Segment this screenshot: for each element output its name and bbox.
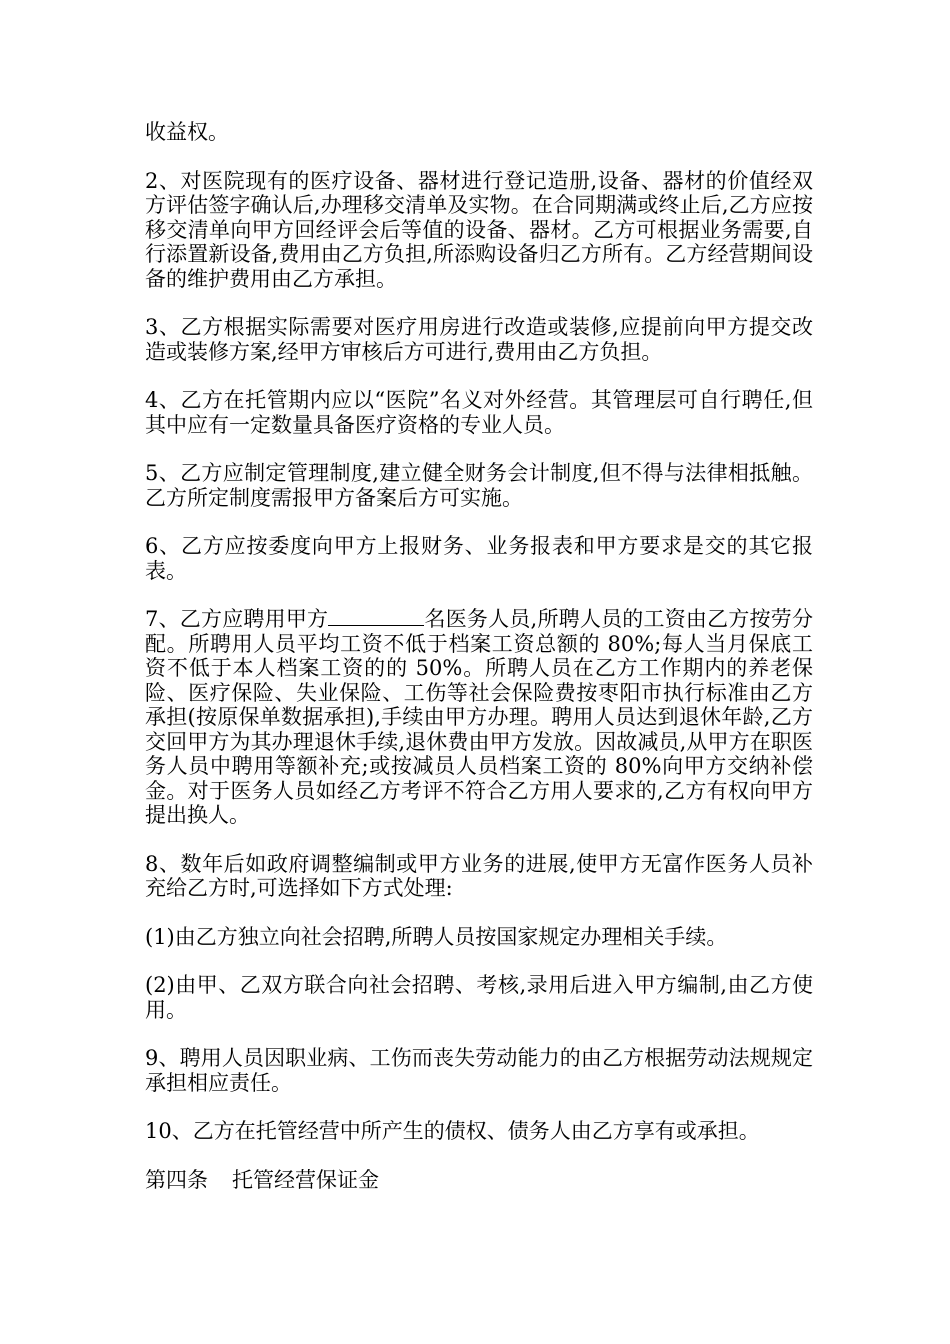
paragraph-9-occupational-injury: 9、聘用人员因职业病、工伤而丧失劳动能力的由乙方根据劳动法规规定承担相应责任。 [145,1046,813,1095]
paragraph-7-rest: 名医务人员,所聘人员的工资由乙方按劳分配。所聘用人员平均工资不低于档案工资总额的 80%;每人当月保底工资不低于本人档案工资的的 50%。所聘人员在乙方工作期内的养老保险、医疗保险、失业保险、工伤等社会保险费按枣阳市执行标准由乙方承担(按原保单数据承担),手续由甲方办理。聘用人员达到退休年龄,乙方交回甲方为其办理退休手续,退休费由甲方发放。因故减员,从甲方在职医务人员中聘用等额补充;或按减员人员档案工资的 80%向甲方交纳补偿金。对于医务人员如经乙方考评不符合乙方用人要求的,乙方有权向甲方提出换人。 [145,607,813,827]
section-heading-article-4 [145,1168,813,1193]
paragraph-8-option-1: (1)由乙方独立向社会招聘,所聘人员按国家规定办理相关手续。 [145,924,728,949]
paragraph-8-staffing-adjustment: 8、数年后如政府调整编制或甲方业务的进展,使甲方无富作医务人员补充给乙方时,可选择如下方式处理: [145,851,813,900]
fill-in-blank [328,607,424,626]
paragraph-revenue-right: 收益权。 [145,120,229,144]
paragraph-4-operation-name: 4、乙方在托管期内应以“医院”名义对外经营。其管理层可自行聘任,但其中应有一定数量具备医疗资格的专业人员。 [145,388,813,437]
paragraph-2-equipment: 2、对医院现有的医疗设备、器材进行登记造册,设备、器材的价值经双方评估签字确认后,办理移交清单及实物。在合同期满或终止后,乙方应按移交清单向甲方回经评会后等值的设备、器材。乙方可根据业务需要,自行添置新设备,费用由乙方负担,所添购设备归乙方所有。乙方经营期间设备的维护费用由乙方承担。 [145,168,813,291]
paragraph-3-renovation: 3、乙方根据实际需要对医疗用房进行改造或装修,应提前向甲方提交改造或装修方案,经甲方审核后方可进行,费用由乙方负担。 [145,315,813,364]
article-title: 托管经营保证金 [232,1167,379,1192]
paragraph-7-staff [145,607,813,828]
article-number: 第四条 [145,1167,208,1192]
document-page [145,120,813,1216]
paragraph-6-reports: 6、乙方应按委度向甲方上报财务、业务报表和甲方要求是交的其它报表。 [145,534,813,583]
paragraph-7-lead: 7、乙方应聘用甲方 [145,607,329,631]
paragraph-5-management-system: 5、乙方应制定管理制度,建立健全财务会计制度,但不得与法律相抵触。乙方所定制度需报甲方备案后方可实施。 [145,461,813,510]
paragraph-10-debts: 10、乙方在托管经营中所产生的债权、债务人由乙方享有或承担。 [145,1119,760,1143]
paragraph-8-option-2: (2)由甲、乙双方联合向社会招聘、考核,录用后进入甲方编制,由乙方使用。 [145,973,813,1022]
